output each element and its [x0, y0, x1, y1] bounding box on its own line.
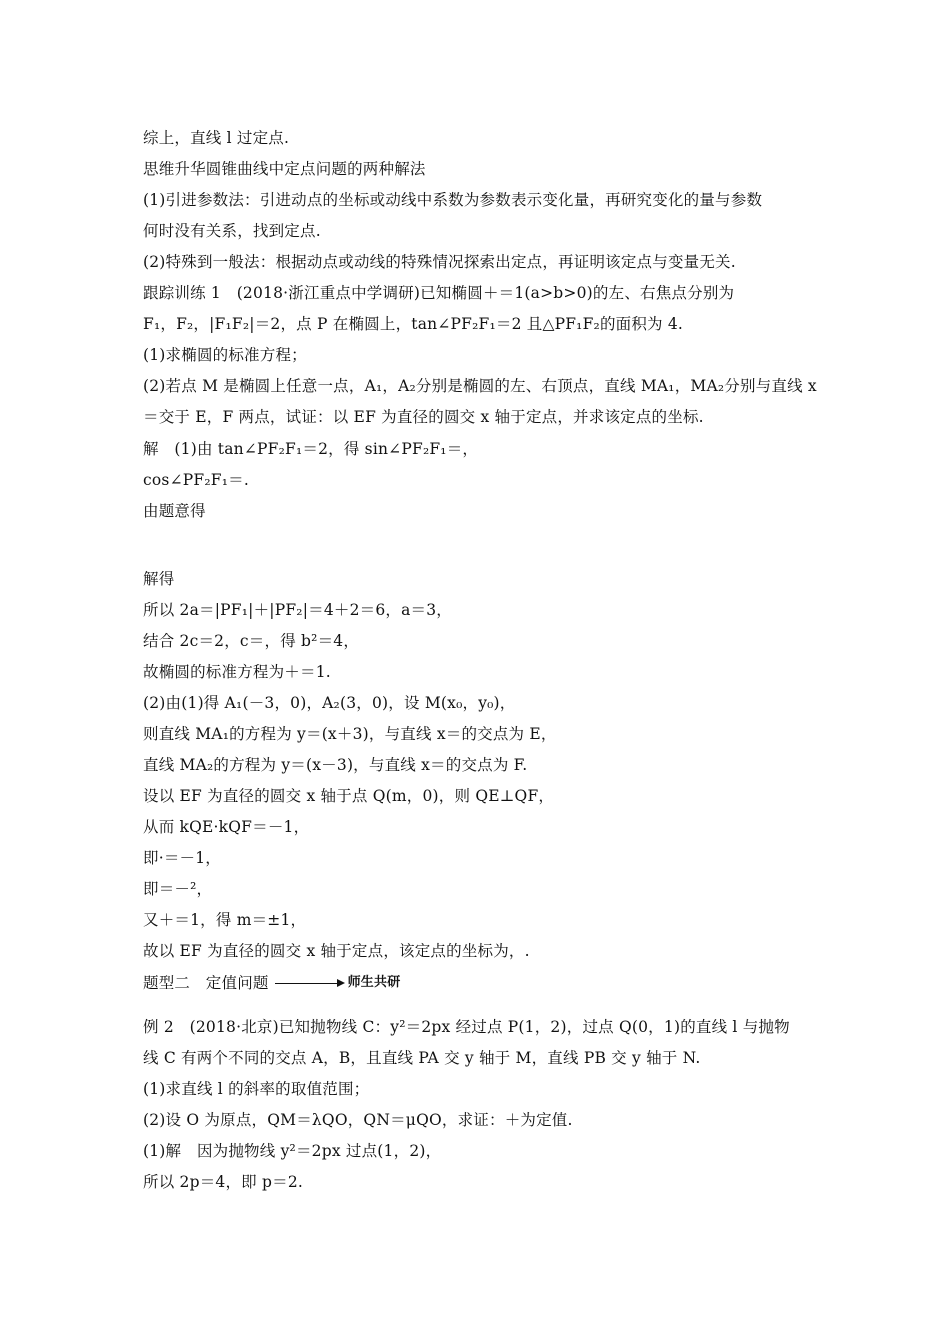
- text-line: 所以 2p＝4，即 p＝2.: [143, 1173, 304, 1191]
- text-line: 则直线 MA₁的方程为 y＝(x＋3)，与直线 x＝的交点为 E，: [143, 725, 557, 743]
- text-line: cos∠PF₂F₁＝.: [143, 471, 249, 489]
- text-line: 即＝－²，: [143, 880, 213, 898]
- text-line: 即·＝－1，: [143, 849, 221, 867]
- text-line: 又＋＝1，得 m＝±1，: [143, 911, 307, 929]
- text-line: 解 (1)由 tan∠PF₂F₁＝2，得 sin∠PF₂F₁＝，: [143, 440, 479, 458]
- text-line: ＝交于 E，F 两点，试证：以 EF 为直径的圆交 x 轴于定点，并求该定点的坐标.: [143, 408, 704, 426]
- text-line: 例 2 (2018·北京)已知抛物线 C：y²＝2px 经过点 P(1，2)，过点 Q(0，1)的直线 l 与抛物: [143, 1018, 790, 1036]
- text-line: 思维升华圆锥曲线中定点问题的两种解法: [143, 160, 426, 178]
- text-line: (1)解 因为抛物线 y²＝2px 过点(1，2)，: [143, 1142, 442, 1160]
- text-line: 所以 2a＝|PF₁|＋|PF₂|＝4＋2＝6，a＝3，: [143, 601, 453, 619]
- text-line: (2)设 O 为原点，QM＝λQO，QN＝μQO，求证：＋为定值.: [143, 1111, 573, 1129]
- text-line: 从而 kQE·kQF＝－1，: [143, 818, 310, 836]
- text-line: 设以 EF 为直径的圆交 x 轴于点 Q(m，0)，则 QE⊥QF，: [143, 787, 555, 805]
- text-line: (1)引进参数法：引进动点的坐标或动线中系数为参数表示变化量，再研究变化的量与参数: [143, 191, 763, 209]
- text-line: 综上，直线 l 过定点.: [143, 129, 290, 147]
- text-line: 故以 EF 为直径的圆交 x 轴于定点，该定点的坐标为，.: [143, 942, 530, 960]
- text-line: (2)若点 M 是椭圆上任意一点，A₁，A₂分别是椭圆的左、右顶点，直线 MA₁，MA₂分别与直线 x: [143, 377, 817, 395]
- text-line: (2)由(1)得 A₁(－3，0)，A₂(3，0)，设 M(x₀，y₀)，: [143, 694, 516, 712]
- text-line: 直线 MA₂的方程为 y＝(x－3)，与直线 x＝的交点为 F.: [143, 756, 528, 774]
- text-line: 结合 2c＝2，c＝，得 b²＝4，: [143, 632, 360, 650]
- text-line: 解得: [143, 570, 175, 588]
- text-line: 跟踪训练 1 (2018·浙江重点中学调研)已知椭圆＋＝1(a>b>0)的左、右焦点分别为: [143, 284, 735, 302]
- text-line: (1)求直线 l 的斜率的取值范围；: [143, 1080, 370, 1098]
- section-title: 题型二 定值问题: [143, 974, 269, 992]
- text-line: 故椭圆的标准方程为＋＝1.: [143, 663, 331, 681]
- text-line: 线 C 有两个不同的交点 A，B，且直线 PA 交 y 轴于 M，直线 PB 交 y 轴于 N.: [143, 1049, 701, 1067]
- arrow-icon: [275, 979, 348, 987]
- text-line: F₁，F₂，|F₁F₂|＝2，点 P 在椭圆上，tan∠PF₂F₁＝2 且△PF₁F₂的面积为 4.: [143, 315, 684, 333]
- text-line: (2)特殊到一般法：根据动点或动线的特殊情况探索出定点，再证明该定点与变量无关.: [143, 253, 736, 271]
- section-header: [143, 972, 813, 994]
- text-line: (1)求椭圆的标准方程；: [143, 346, 307, 364]
- text-line: 由题意得: [143, 502, 206, 520]
- section-tag: 师生共研: [347, 975, 401, 990]
- text-line: 何时没有关系，找到定点.: [143, 222, 321, 240]
